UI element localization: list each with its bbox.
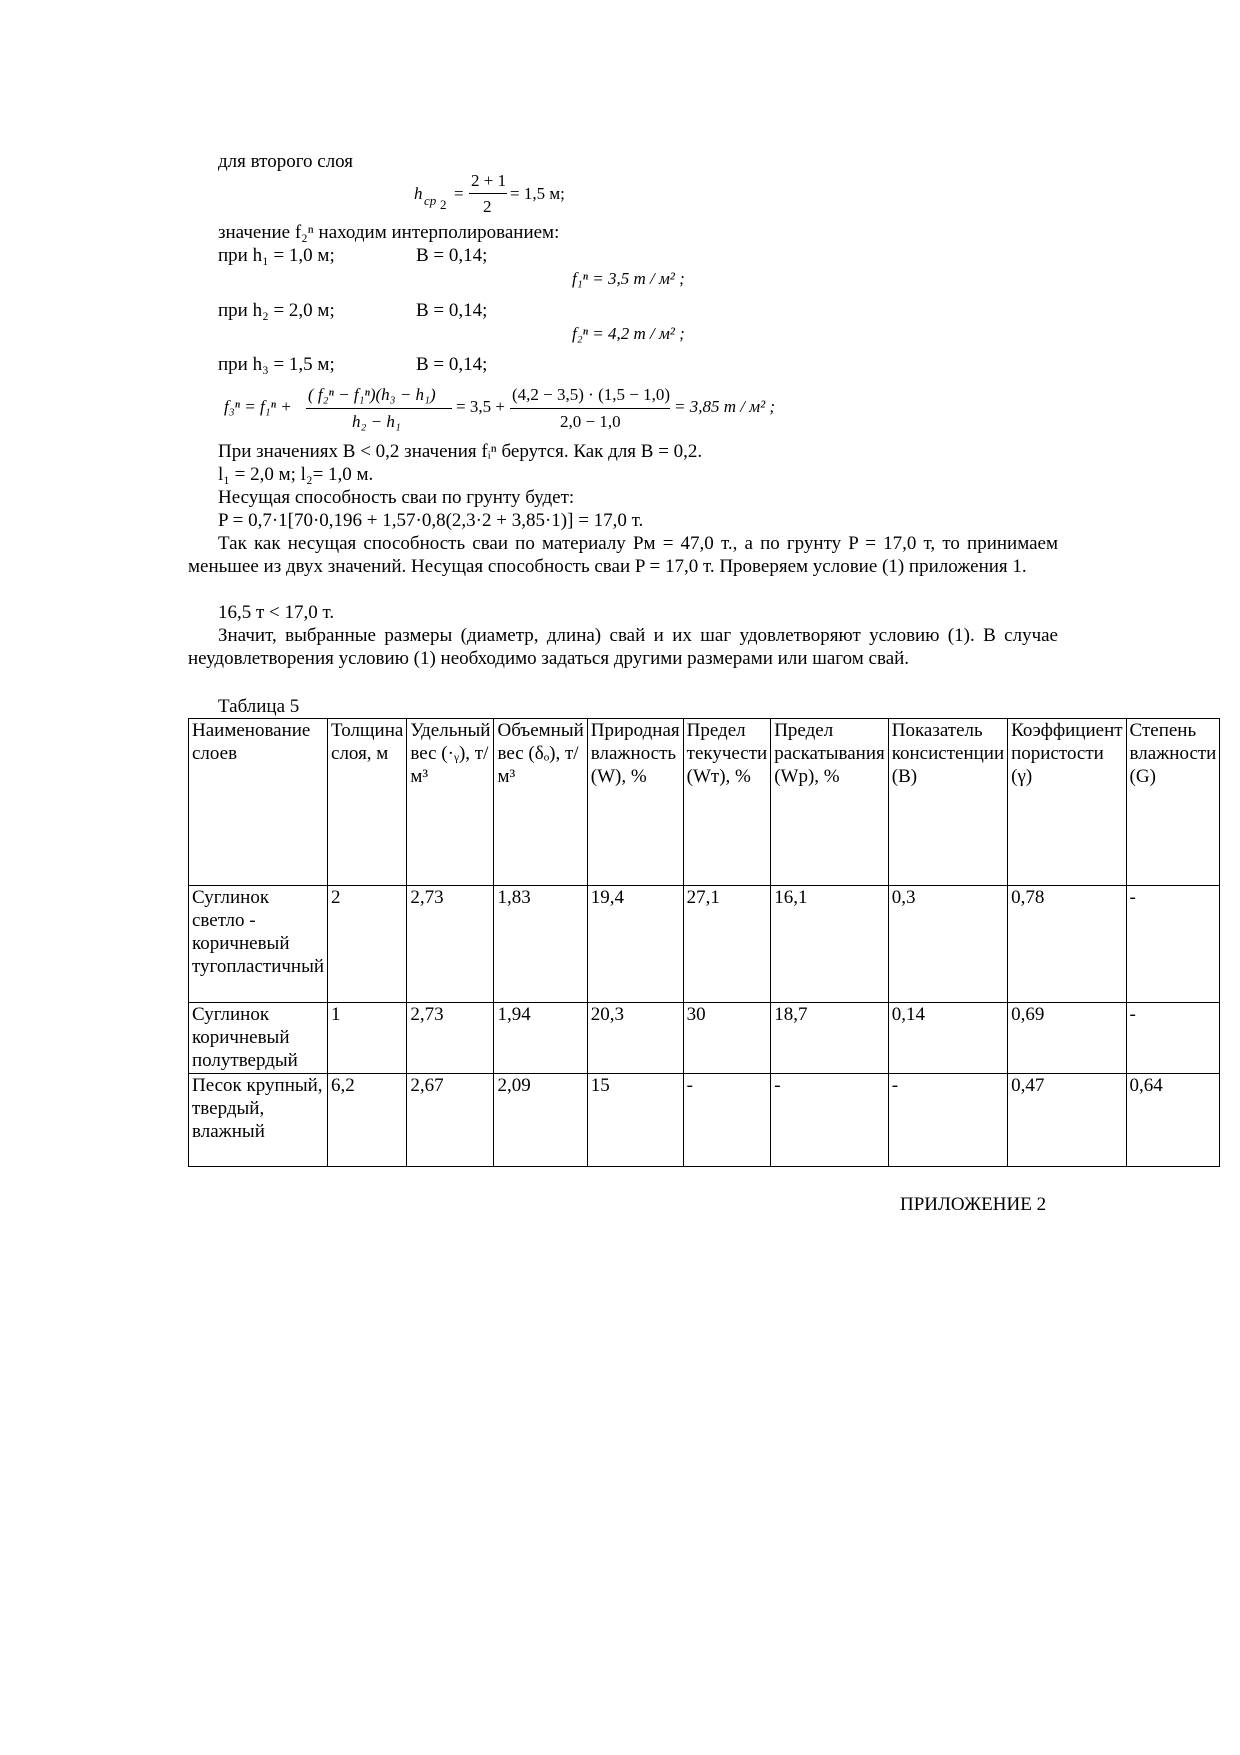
table-cell: -	[1126, 1003, 1220, 1074]
table-cell: -	[771, 1074, 889, 1167]
table-cell: 1,83	[494, 886, 587, 1003]
table-header-row	[189, 719, 1220, 886]
table-cell: 27,1	[683, 886, 771, 1003]
hcp-sub: cp	[424, 193, 437, 208]
f3-den: h₂ − h₁	[352, 412, 401, 431]
table-cell: -	[683, 1074, 771, 1167]
header-cell: Коэффициент пористости (γ)	[1008, 719, 1126, 886]
table-caption: Таблица 5	[218, 696, 300, 717]
header-cell: Толщина слоя, м	[328, 719, 407, 886]
header-cell: Предел текучести (Wт), %	[683, 719, 771, 886]
table-cell: 2	[328, 886, 407, 1003]
table-cell: -	[1126, 886, 1220, 1003]
hcp-eq: =	[454, 184, 464, 203]
table-cell: 1	[328, 1003, 407, 1074]
table-row	[189, 886, 1220, 1003]
header-cell: Показатель консистенции (B)	[888, 719, 1007, 886]
table-cell: 0,14	[888, 1003, 1007, 1074]
table-cell: 2,67	[407, 1074, 494, 1167]
table-cell: 0,64	[1126, 1074, 1220, 1167]
hcp-den: 2	[483, 197, 492, 216]
table-cell: 0,78	[1008, 886, 1126, 1003]
table-cell: 0,69	[1008, 1003, 1126, 1074]
table-cell: 16,1	[771, 886, 889, 1003]
second-layer-label: для второго слоя	[218, 151, 354, 172]
table-cell: 20,3	[587, 1003, 683, 1074]
capacity-formula: P = 0,7·1[70·0,196 + 1,57·0,8(2,3·2 + 3,85·1)] = 17,0 т.	[218, 510, 644, 531]
table-cell: Суглинок светло - коричневый тугопластичный	[189, 886, 328, 1003]
f3-lhs: f₃ⁿ = f₁ⁿ +	[224, 397, 292, 416]
h1-condition: при h₁ = 1,0 м;	[218, 245, 335, 266]
table-cell: -	[888, 1074, 1007, 1167]
f3-den2: 2,0 − 1,0	[560, 412, 621, 431]
capacity-intro: Несущая способность сваи по грунту будет:	[218, 487, 575, 508]
table-cell: 0,3	[888, 886, 1007, 1003]
lengths-line: l₁ = 2,0 м; l₂= 1,0 м.	[218, 464, 374, 485]
table-cell: 6,2	[328, 1074, 407, 1167]
f2-formula: f₂ⁿ = 4,2 т / м² ;	[572, 324, 685, 343]
table-cell: 2,09	[494, 1074, 587, 1167]
f3-mid: = 3,5 +	[456, 397, 505, 416]
table-cell: Песок крупный, твердый, влажный	[189, 1074, 328, 1167]
f1-formula: f₁ⁿ = 3,5 т / м² ;	[572, 269, 685, 288]
hcp-num: 2 + 1	[471, 171, 507, 190]
table-row	[189, 1074, 1220, 1167]
table-cell: 30	[683, 1003, 771, 1074]
hcp-sub2: 2	[440, 197, 447, 212]
header-cell: Наименование слоев	[189, 719, 328, 886]
table-cell: 2,73	[407, 1003, 494, 1074]
table-cell: 15	[587, 1074, 683, 1167]
header-cell: Степень влажности (G)	[1126, 719, 1220, 886]
f3-rhs: = 3,85 т / м² ;	[674, 397, 776, 416]
interp-intro: значение f₂ⁿ находим интерполированием:	[218, 222, 560, 243]
table-cell: 18,7	[771, 1003, 889, 1074]
header-cell: Объемный вес (δₒ), т/м³	[494, 719, 587, 886]
header-cell: Предел раскатывания (Wр), %	[771, 719, 889, 886]
soil-properties-table	[188, 718, 1220, 1167]
table-cell: 1,94	[494, 1003, 587, 1074]
appendix-heading: ПРИЛОЖЕНИЕ 2	[900, 1194, 1047, 1215]
table-cell: 0,47	[1008, 1074, 1126, 1167]
hcp-lhs: h	[414, 184, 423, 203]
f3-num: ( f₂ⁿ − f₁ⁿ)(h₃ − h₁)	[308, 385, 436, 404]
table-cell: 2,73	[407, 886, 494, 1003]
header-cell: Природная влажность (W), %	[587, 719, 683, 886]
b-note: При значениях B < 0,2 значения fᵢⁿ берутся. Как для B = 0,2.	[218, 441, 703, 462]
h2-b-value: B = 0,14;	[416, 300, 488, 321]
table-cell: 19,4	[587, 886, 683, 1003]
check-line: 16,5 т < 17,0 т.	[218, 602, 335, 623]
table-row	[189, 1003, 1220, 1074]
header-cell: Удельный вес (·ᵧ), т/м³	[407, 719, 494, 886]
table-cell: Суглинок коричневый полутвердый	[189, 1003, 328, 1074]
h3-b-value: B = 0,14;	[416, 354, 488, 375]
h3-condition: при h₃ = 1,5 м;	[218, 354, 335, 375]
f3-num2: (4,2 − 3,5) · (1,5 − 1,0)	[512, 385, 670, 404]
hcp-rhs: = 1,5 м;	[510, 184, 565, 203]
h2-condition: при h₂ = 2,0 м;	[218, 300, 335, 321]
conclusion-paragraph: Значит, выбранные размеры (диаметр, длина) свай и их шаг удовлетворяют условию (1). В случае неудовлетворения условию (1) необходимо задаться другими размерами или шагом свай.	[188, 625, 1058, 669]
comparison-paragraph: Так как несущая способность сваи по материалу Pм = 47,0 т., а по грунту P = 17,0 т, то принимаем меньшее из двух значений. Несущая способность сваи P = 17,0 т. Проверяем условие (1) приложения 1.	[188, 533, 1058, 577]
h1-b-value: B = 0,14;	[416, 245, 488, 266]
